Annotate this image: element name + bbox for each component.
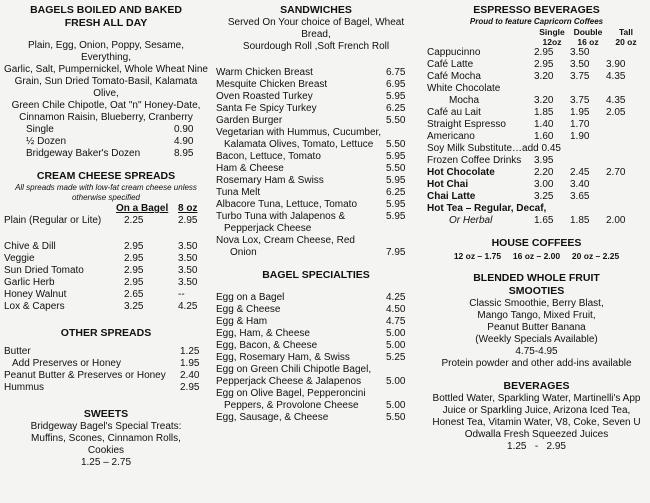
bagel-flavors: Plain, Egg, Onion, Poppy, Sesame, Everything, Garlic, Salt, Pumpernickel, Whole Wheat Nine Grain, Sun Dried Tomato-Basil, Kalamata Olive, Green Chile Chipotle, Oat "n" Honey-Date, Cinnamon Raisin, Blueberry, Cranberry: [4, 40, 208, 123]
other-spread-row: Butter 1.25: [4, 346, 200, 357]
specialty-row: Egg, Sausage, & Cheese 5.50: [216, 412, 406, 423]
sandwich-row: Nova Lox, Cream Cheese, Red: [216, 235, 355, 246]
espresso-row: White Chocolate: [427, 83, 501, 94]
espresso-row: Americano 1.60 1.90: [427, 131, 590, 142]
smoothies-text: Classic Smoothie, Berry Blast, Mango Tango, Mixed Fruit, Peanut Butter Banana (Weekly Specials Available) 4.75-4.95 Protein powder and other add-ins available: [441, 298, 632, 369]
bagel-price-row: Single 0.90: [26, 124, 194, 135]
other-spreads-heading: OTHER SPREADS: [60, 327, 152, 339]
sandwich-row: Santa Fe Spicy Turkey 6.25: [216, 103, 406, 114]
specialty-row: Egg on Green Chili Chipotle Bagel,: [216, 364, 372, 375]
espresso-row: Café au Lait 1.85 1.95 2.05: [427, 107, 626, 118]
cream-cheese-row: Honey Walnut 2.65 --: [4, 289, 185, 300]
specialty-row: Egg & Ham 4.75: [216, 316, 406, 327]
specialty-row: Egg, Ham, & Cheese 5.00: [216, 328, 406, 339]
espresso-row: Or Herbal 1.65 1.85 2.00: [449, 215, 626, 226]
espresso-row: Café Latte 2.95 3.50 3.90: [427, 59, 626, 70]
espresso-row: Cappucinno 2.95 3.50: [427, 47, 590, 58]
cream-cheese-row: Sun Dried Tomato 2.95 3.50: [4, 265, 198, 276]
sandwich-row: Pepperjack Cheese: [224, 223, 312, 234]
house-coffee-sizes: 12 oz – 1.75 16 oz – 2.00 20 oz – 2.25: [453, 251, 620, 261]
bagels-heading: BAGELS BOILED AND BAKED FRESH ALL DAY: [30, 4, 182, 29]
cream-cheese-col-heads: On a Bagel 8 oz: [116, 203, 198, 214]
bagel-price-row: ½ Dozen 4.90: [26, 136, 194, 147]
sandwich-row: Albacore Tuna, Lettuce, Tomato 5.95: [216, 199, 406, 210]
sweets-heading: SWEETS: [83, 408, 129, 420]
middle-column: [216, 4, 416, 424]
other-spread-row: Peanut Butter & Preserves or Honey 2.40: [4, 370, 200, 381]
espresso-row: Hot Chocolate 2.20 2.45 2.70: [427, 167, 626, 178]
cream-cheese-heading: CREAM CHEESE SPREADS: [36, 170, 176, 182]
sweets-text: Bridgeway Bagel's Special Treats: Muffins, Scones, Cinnamon Rolls, Cookies 1.25 – 2.75: [30, 421, 182, 468]
beverages-heading: BEVERAGES: [503, 380, 570, 392]
cream-cheese-row: Lox & Capers 3.25 4.25: [4, 301, 198, 312]
bagel-prices: [4, 124, 208, 160]
cream-cheese-row: Garlic Herb 2.95 3.50: [4, 277, 198, 288]
sandwich-row: Vegetarian with Hummus, Cucumber,: [216, 127, 382, 138]
sandwich-row: Tuna Melt 6.25: [216, 187, 406, 198]
sandwich-row: Bacon, Lettuce, Tomato 5.95: [216, 151, 406, 162]
sandwiches-intro: Served On Your choice of Bagel, Wheat Bread, Sourdough Roll ,Soft French Roll: [227, 17, 405, 52]
bagel-specialties-heading: BAGEL SPECIALTIES: [262, 269, 370, 281]
sandwich-row: Turbo Tuna with Jalapenos & 5.95: [216, 211, 406, 222]
espresso-row: Café Mocha 3.20 3.75 4.35: [427, 71, 626, 82]
sandwiches-heading: SANDWICHES: [280, 4, 352, 16]
espresso-subheading: Proud to feature Capricorn Coffees: [469, 17, 604, 26]
espresso-row: Mocha 3.20 3.75 4.35: [449, 95, 626, 106]
espresso-row: Frozen Coffee Drinks 3.95: [427, 155, 554, 166]
specialty-row: Egg & Cheese 4.50: [216, 304, 406, 315]
cream-cheese-row: Chive & Dill 2.95 3.50: [4, 241, 198, 252]
specialty-row: Pepperjack Cheese & Jalapenos 5.00: [216, 376, 406, 387]
sandwich-row: Oven Roasted Turkey 5.95: [216, 91, 406, 102]
specialty-row: Egg, Rosemary Ham, & Swiss 5.25: [216, 352, 406, 363]
sandwich-list: [216, 67, 416, 259]
specialty-row: Egg on Olive Bagel, Pepperoncini: [216, 388, 366, 399]
sandwich-row: Warm Chicken Breast 6.75: [216, 67, 406, 78]
smoothies-heading: BLENDED WHOLE FRUIT SMOOTIES: [473, 272, 600, 297]
sandwich-row: Mesquite Chicken Breast 6.95: [216, 79, 406, 90]
left-column: [4, 4, 208, 469]
cream-cheese-note: All spreads made with low-fat cream cheese unless otherwise specified: [15, 183, 197, 202]
other-spread-row: Add Preserves or Honey 1.95: [12, 358, 200, 369]
espresso-row: Chai Latte 3.25 3.65: [427, 191, 590, 202]
specialty-row: Egg, Bacon, & Cheese 5.00: [216, 340, 406, 351]
sandwich-row: Onion 7.95: [230, 247, 406, 258]
espresso-row: Hot Chai 3.00 3.40: [427, 179, 590, 190]
bagel-price-row: Bridgeway Baker's Dozen 8.95: [26, 148, 194, 159]
sandwich-row: Rosemary Ham & Swiss 5.95: [216, 175, 406, 186]
other-spread-row: Hummus 2.95: [4, 382, 200, 393]
house-coffees-heading: HOUSE COFFEES: [491, 237, 582, 249]
espresso-list: [427, 47, 646, 227]
espresso-row: Hot Tea – Regular, Decaf,: [427, 203, 547, 214]
specialty-row: Egg on a Bagel 4.25: [216, 292, 406, 303]
sandwich-row: Garden Burger 5.50: [216, 115, 406, 126]
specialty-list: [216, 292, 416, 424]
specialty-row: Peppers, & Provolone Cheese 5.00: [224, 400, 406, 411]
sandwich-row: Kalamata Olives, Tomato, Lettuce 5.50: [224, 139, 406, 150]
espresso-heading: ESPRESSO BEVERAGES: [473, 4, 600, 16]
right-column: [427, 4, 646, 453]
sandwich-row: Ham & Cheese 5.50: [216, 163, 406, 174]
espresso-col-heads: Single 12oz Double 16 oz Tall 20 oz: [539, 27, 637, 47]
cream-cheese-row: Veggie 2.95 3.50: [4, 253, 198, 264]
espresso-row: Soy Milk Substitute…add 0.45: [427, 143, 561, 154]
espresso-row: Straight Espresso 1.40 1.70: [427, 119, 590, 130]
cream-cheese-row: Plain (Regular or Lite) 2.25 2.95: [4, 215, 198, 226]
beverages-text: Bottled Water, Sparkling Water, Martinelli's App Juice or Sparkling Juice, Arizona Iced Tea, Honest Tea, Vitamin Water, V8, Coke, Seven U Odwalla Fresh Squeezed Juices 1.25 - 2.95: [432, 393, 641, 452]
